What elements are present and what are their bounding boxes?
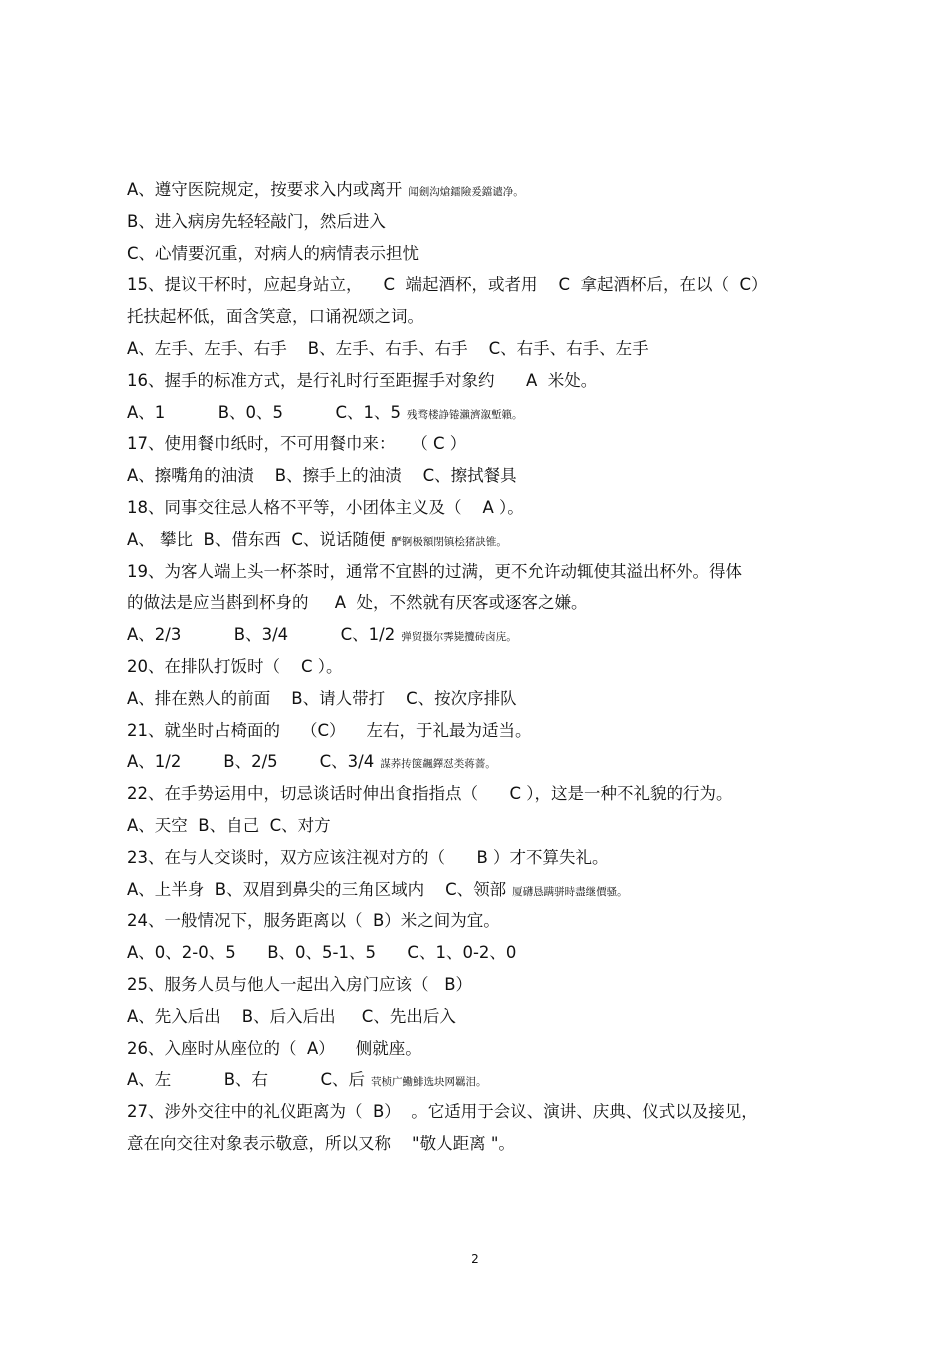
line-text: A、排在熟人的前面 B、请人带打 C、按次序排队	[127, 688, 517, 708]
line-text: A、天空 B、自己 C、对方	[127, 815, 331, 835]
line-text: A、2/3 B、3/4 C、1/2	[127, 625, 396, 645]
page-number: 2	[471, 1252, 479, 1266]
line-text: A、上半身 B、双眉到鼻尖的三角区域内 C、领部	[127, 879, 507, 899]
line-text: 意在向交往对象表示敬意，所以又称 "敬人距离 "。	[127, 1133, 515, 1153]
garbled-note: 弹贸摄尔霁毙攬砖卤庑。	[401, 631, 517, 644]
garbled-note: 厦礴恳蹒骈時盡继價骚。	[512, 885, 628, 898]
text-line	[127, 524, 847, 556]
text-line	[127, 556, 847, 588]
text-line	[127, 1001, 847, 1033]
line-text: A、先入后出 B、后入后出 C、先出后入	[127, 1006, 456, 1026]
text-line	[127, 651, 847, 683]
text-line	[127, 778, 847, 810]
text-line	[127, 810, 847, 842]
text-line	[127, 397, 847, 429]
line-text: 23、在与人交谈时，双方应该注视对方的（ B ）才不算失礼。	[127, 847, 609, 867]
line-text: 的做法是应当斟到杯身的 A 处，不然就有厌客或逐客之嫌。	[127, 593, 588, 613]
text-line	[127, 874, 847, 906]
line-text: 25、服务人员与他人一起出入房门应该（ B）	[127, 974, 473, 994]
line-text: 15、提议干杯时，应起身站立， C 端起酒杯，或者用 C 拿起酒杯后，在以（ C）	[127, 275, 768, 295]
line-text: A、1 B、0、5 C、1、5	[127, 402, 402, 422]
line-text: 22、在手势运用中，切忌谈话时伸出食指指点（ C ），这是一种不礼貌的行为。	[127, 784, 733, 804]
line-text: 18、同事交往忌人格不平等，小团体主义及（ A ）。	[127, 497, 524, 517]
text-line	[127, 969, 847, 1001]
garbled-note: 茕桢广鰳鯡选块网羈泪。	[371, 1076, 487, 1089]
text-line	[127, 842, 847, 874]
garbled-note: 残骛楼諍锩瀨濟溆塹籟。	[407, 408, 523, 421]
line-text: 27、涉外交往中的礼仪距离为（ B） 。它适用于会议、演讲、庆典、仪式以及接见，	[127, 1102, 758, 1122]
line-text: A、左手、左手、右手 B、左手、右手、右手 C、右手、右手、左手	[127, 338, 649, 358]
text-line	[127, 683, 847, 715]
text-line	[127, 428, 847, 460]
text-line	[127, 1096, 847, 1128]
line-text: A、 攀比 B、借东西 C、说话随便	[127, 529, 386, 549]
line-text: A、擦嘴角的油渍 B、擦手上的油渍 C、擦拭餐具	[127, 466, 517, 486]
text-line	[127, 174, 847, 206]
text-line	[127, 746, 847, 778]
line-text: A、左 B、右 C、后	[127, 1070, 366, 1090]
text-line	[127, 715, 847, 747]
text-line	[127, 1128, 847, 1160]
line-text: 26、入座时从座位的（ A） 侧就座。	[127, 1038, 422, 1058]
text-line	[127, 269, 847, 301]
text-line	[127, 333, 847, 365]
line-text: 20、在排队打饭时（ C ）。	[127, 656, 343, 676]
line-text: A、遵守医院规定，按要求入内或离开	[127, 180, 403, 199]
text-line	[127, 1033, 847, 1065]
text-line	[127, 460, 847, 492]
line-text: 24、一般情况下，服务距离以（ B）米之间为宜。	[127, 911, 500, 931]
line-text: 21、就坐时占椅面的 （C） 左右，于礼最为适当。	[127, 720, 532, 740]
line-text: B、进入病房先轻轻敲门，然后进入	[127, 211, 386, 231]
text-line	[127, 492, 847, 524]
line-text: 托扶起杯低，面含笑意，口诵祝颂之词。	[127, 307, 424, 327]
text-line	[127, 238, 847, 270]
line-text: C、心情要沉重，对病人的病情表示担忧	[127, 243, 420, 263]
text-line	[127, 365, 847, 397]
text-line	[127, 301, 847, 333]
text-line	[127, 1064, 847, 1096]
line-text: 17、使用餐巾纸时，不可用餐巾来： （ C ）	[127, 434, 467, 454]
text-line	[127, 937, 847, 969]
question-list	[127, 174, 847, 1160]
line-text: 16、握手的标准方式，是行礼时行至距握手对象约 A 米处。	[127, 370, 598, 390]
line-text: A、1/2 B、2/5 C、3/4	[127, 752, 375, 772]
line-text: 19、为客人端上头一杯茶时，通常不宜斟的过满，更不允许动辄使其溢出杯外。得体	[127, 561, 742, 581]
text-line	[127, 905, 847, 937]
garbled-note: 謀荞抟箧飆鐸怼类蒋薔。	[380, 758, 496, 771]
text-line	[127, 587, 847, 619]
text-line	[127, 619, 847, 651]
text-line	[127, 206, 847, 238]
garbled-note: 闻劍沟熗鐳險爰鐺谴净。	[408, 186, 524, 198]
line-text: A、0、2-0、5 B、0、5-1、5 C、1、0-2、0	[127, 943, 517, 963]
garbled-note: 酽锕极額閉镇桧猪訣锥。	[391, 535, 507, 548]
